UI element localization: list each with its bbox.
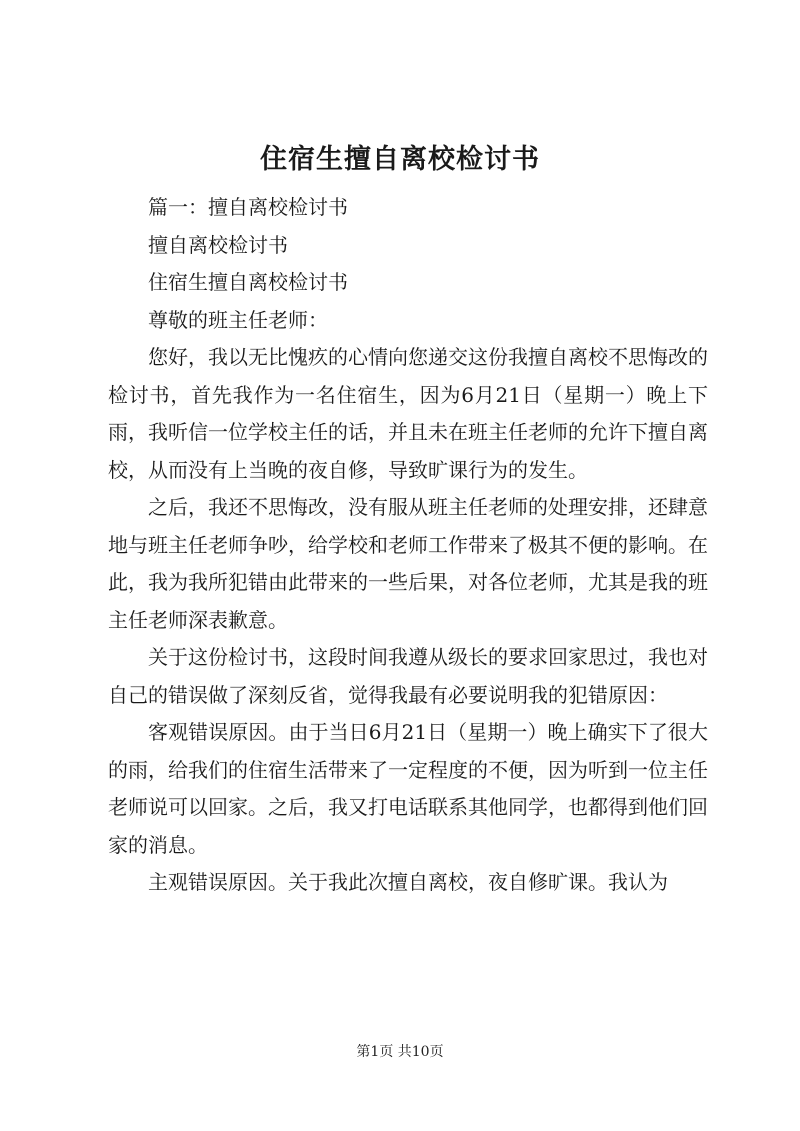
document-title: 住宿生擅自离校检讨书 [260,144,540,175]
paragraph-body: 之后，我还不思悔改，没有服从班主任老师的处理安排，还肆意地与班主任老师争吵，给学校和老师工作带来了极其不便的影响。在此，我为我所犯错由此带来的一些后果，对各位老师，尤其是我的班主任老师深表歉意。 [108,495,708,632]
paragraph-heading-3: 住宿生擅自离校检讨书 [148,270,348,294]
paragraph-salutation: 尊敬的班主任老师： [148,307,328,332]
paragraph-heading-2: 擅自离校检讨书 [148,232,288,257]
paragraph-body: 客观错误原因。由于当日6月21日（星期一）晚上确实下了很大的雨，给我们的住宿生活带来了一定程度的不便，因为听到一位主任老师说可以回家。之后，我又打电话联系其他同学，也都得到他们回家的消息。 [108,720,708,857]
document-body [108,189,708,902]
paragraph-body: 您好，我以无比愧疚的心情向您递交这份我擅自离校不思悔改的检讨书，首先我作为一名住宿生，因为6月21日（星期一）晚上下雨，我听信一位学校主任的话，并且未在班主任老师的允许下擅自离校，从而没有上当晚的夜自修，导致旷课行为的发生。 [108,345,708,482]
paragraph-body: 关于这份检讨书，这段时间我遵从级长的要求回家思过，我也对自己的错误做了深刻反省，觉得我最有必要说明我的犯错原因： [108,645,708,707]
page-footer: 第1页 共10页 [356,1044,444,1060]
paragraph-body: 主观错误原因。关于我此次擅自离校，夜自修旷课。我认为 [148,870,668,894]
paragraph-heading-1: 篇一：擅自离校检讨书 [148,195,348,219]
